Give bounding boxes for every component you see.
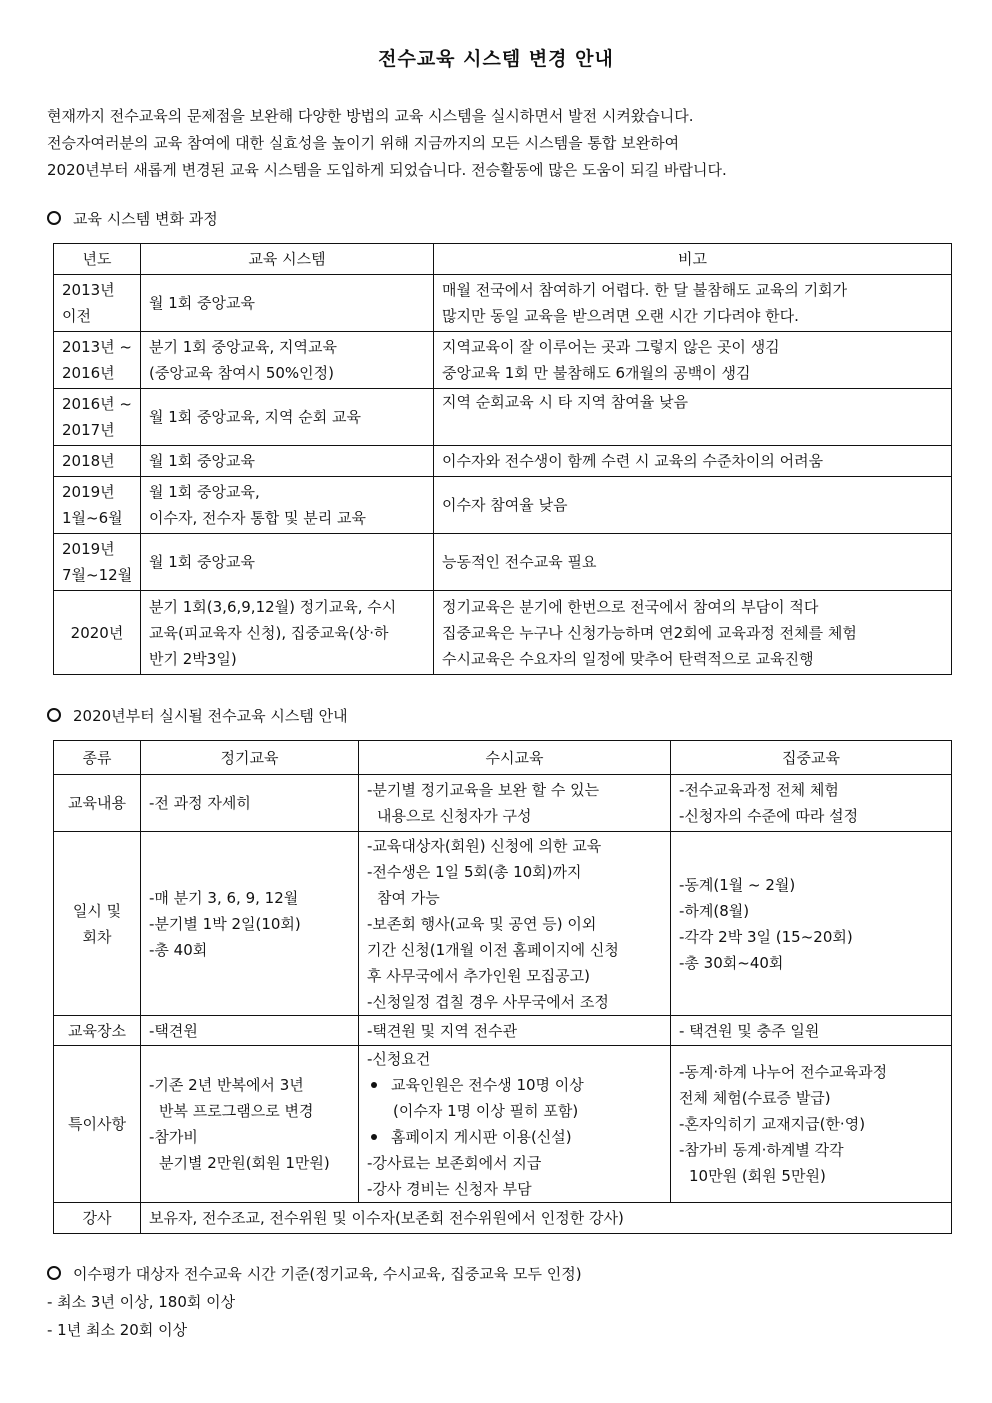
regular-cell: -분기별 1박 2일(10회) (149, 914, 301, 933)
year-cell: 2016년 ~ (62, 395, 133, 413)
regular-cell: 반복 프로그램으로 변경 (159, 1102, 314, 1120)
note-cell: 이수자와 전수생이 함께 수련 시 교육의 수준차이의 어려움 (442, 452, 824, 470)
year-cell: 2017년 (62, 421, 115, 439)
occasional-cell: -분기별 정기교육을 보완 할 수 있는 (367, 781, 600, 799)
note-cell: 수시교육은 수요자의 일정에 맞추어 탄력적으로 교육진행 (442, 649, 814, 668)
year-cell: 이전 (62, 307, 91, 325)
intro-line: 현재까지 전수교육의 문제점을 보완해 다양한 방법의 교육 시스템을 실시하면서 발전 시켜왔습니다. (47, 107, 694, 125)
intensive-cell: -총 30회~40회 (679, 953, 784, 972)
section-heading-evaluation: 이수평가 대상자 전수교육 시간 기준(정기교육, 수시교육, 집중교육 모두 인정) (47, 1260, 582, 1288)
table-row (54, 275, 952, 332)
note-cell: 능동적인 전수교육 필요 (442, 553, 597, 571)
header-cell: 정기교육 (141, 741, 359, 775)
table-row (54, 591, 952, 675)
table-header-row (54, 244, 952, 275)
occasional-cell: -보존회 행사(교육 및 공연 등) 이외 (367, 914, 597, 933)
intensive-cell: -동계(1월 ~ 2월) (679, 875, 796, 894)
page-title: 전수교육 시스템 변경 안내 (378, 48, 614, 70)
system-cell: 이수자, 전수자 통합 및 분리 교육 (149, 509, 366, 527)
system-cell: 월 1회 중앙교육, (149, 483, 260, 501)
system-cell: 월 1회 중앙교육 (149, 452, 256, 470)
row-label: 회차 (82, 927, 112, 946)
intro-line: 전승자여러분의 교육 참여에 대한 실효성을 높이기 위해 지금까지의 모든 시스템을 통합 보완하여 (47, 134, 680, 152)
year-cell: 2019년 (62, 540, 115, 558)
system-cell: (중앙교육 참여시 50%인정) (149, 364, 334, 382)
regular-cell: -매 분기 3, 6, 9, 12월 (149, 888, 299, 907)
regular-cell: -택견원 (141, 1016, 359, 1046)
row-label: 강사 (54, 1203, 141, 1234)
occasional-cell: 후 사무국에서 추가인원 모집공고) (367, 966, 591, 985)
table-row-content (54, 775, 952, 832)
bullet-icon (371, 1134, 377, 1140)
occasional-cell: -교육대상자(회원) 신청에 의한 교육 (367, 836, 602, 855)
intensive-cell: -전수교육과정 전체 체험 (679, 781, 839, 799)
regular-cell: -총 40회 (149, 940, 208, 959)
year-cell: 2018년 (62, 452, 115, 470)
system-cell: 월 1회 중앙교육 (149, 294, 256, 312)
note-cell: 정기교육은 분기에 한번으로 전국에서 참여의 부담이 적다 (442, 597, 819, 616)
criteria-item: - 최소 3년 이상, 180회 이상 (47, 1293, 236, 1311)
system-cell: 분기 1회(3,6,9,12월) 정기교육, 수시 (149, 597, 397, 616)
row-label: 특이사항 (54, 1046, 141, 1203)
table-row (54, 332, 952, 389)
year-cell: 2016년 (62, 364, 115, 382)
circle-bullet-icon (47, 708, 61, 722)
table-header-row (54, 741, 952, 775)
header-cell: 년도 (54, 244, 141, 275)
note-cell: 이수자 참여율 낮음 (442, 496, 568, 514)
intensive-cell: 전체 체험(수료증 발급) (679, 1089, 831, 1107)
row-label: 일시 및 (72, 901, 122, 920)
occasional-cell: -전수생은 1일 5회(총 10회)까지 (367, 862, 582, 881)
header-cell: 수시교육 (359, 741, 671, 775)
occasional-cell: -신청요건 (367, 1050, 431, 1068)
table-row-schedule (54, 832, 952, 1016)
header-cell: 비고 (434, 244, 952, 275)
intro-paragraph (47, 103, 947, 184)
list-item: 홈페이지 게시판 이용(신설) (367, 1124, 662, 1150)
circle-bullet-icon (47, 211, 61, 225)
intensive-cell: -각각 2박 3일 (15~20회) (679, 927, 853, 946)
intensive-cell: -신청자의 수준에 따라 설정 (679, 807, 859, 825)
list-item: (이수자 1명 이상 필히 포함) (393, 1102, 579, 1120)
row-label: 교육장소 (54, 1016, 141, 1046)
system-cell: 분기 1회 중앙교육, 지역교육 (149, 338, 338, 356)
system-table (53, 740, 952, 1234)
bullet-icon (371, 1082, 377, 1088)
instructor-cell: 보유자, 전수조교, 전수위원 및 이수자(보존회 전수위원에서 인정한 강사) (141, 1203, 952, 1234)
regular-cell: -기존 2년 반복에서 3년 (149, 1076, 304, 1094)
intensive-cell: -혼자익히기 교재지급(한·영) (679, 1115, 866, 1133)
note-cell: 중앙교육 1회 만 불참해도 6개월의 공백이 생김 (442, 364, 751, 382)
intensive-cell: -참가비 동계·하계별 각각 (679, 1141, 844, 1159)
year-cell: 2013년 (62, 281, 115, 299)
system-cell: 교육(피교육자 신청), 집중교육(상·하 (149, 623, 389, 642)
year-cell: 2020년 (70, 623, 124, 642)
intro-line: 2020년부터 새롭게 변경된 교육 시스템을 도입하게 되었습니다. 전승활동에 많은 도움이 되길 바랍니다. (47, 161, 727, 179)
intensive-cell: -동계·하계 나누어 전수교육과정 (679, 1063, 888, 1081)
intensive-cell: - 택견원 및 충주 일원 (671, 1016, 952, 1046)
header-cell: 종류 (54, 741, 141, 775)
table-row-instructor (54, 1203, 952, 1234)
occasional-cell: 기간 신청(1개월 이전 홈페이지에 신청 (367, 940, 619, 959)
note-cell: 매월 전국에서 참여하기 어렵다. 한 달 불참해도 교육의 기회가 (442, 281, 848, 299)
table-row (54, 477, 952, 534)
occasional-cell: 내용으로 신청자가 구성 (377, 807, 532, 825)
intensive-cell: -하계(8월) (679, 901, 750, 920)
header-cell: 집중교육 (671, 741, 952, 775)
regular-cell: 분기별 2만원(회원 1만원) (159, 1154, 330, 1172)
header-cell: 교육 시스템 (141, 244, 434, 275)
occasional-cell: -강사료는 보존회에서 지급 (367, 1154, 542, 1172)
year-cell: 7월~12월 (62, 566, 133, 584)
note-cell: 집중교육은 누구나 신청가능하며 연2회에 교육과정 전체를 체험 (442, 623, 857, 642)
system-cell: 반기 2박3일) (149, 649, 237, 668)
section-heading-2020-system: 2020년부터 실시될 전수교육 시스템 안내 (47, 705, 348, 726)
table-row (54, 389, 952, 446)
table-row (54, 534, 952, 591)
occasional-cell: -신청일정 겹칠 경우 사무국에서 조정 (367, 992, 609, 1011)
note-cell: 지역 순회교육 시 타 지역 참여율 낮음 (442, 393, 688, 411)
regular-cell: -전 과정 자세히 (149, 794, 251, 812)
occasional-cell: -강사 경비는 신청자 부담 (367, 1180, 532, 1198)
table-row-place (54, 1016, 952, 1046)
occasional-cell: -택견원 및 지역 전수관 (359, 1016, 671, 1046)
section-heading-history: 교육 시스템 변화 과정 (47, 208, 218, 229)
note-cell: 많지만 동일 교육을 받으려면 오랜 시간 기다려야 한다. (442, 307, 799, 325)
system-cell: 월 1회 중앙교육 (149, 553, 256, 571)
evaluation-criteria (47, 1260, 582, 1344)
history-table (53, 243, 952, 675)
year-cell: 2013년 ~ (62, 338, 133, 356)
occasional-cell: 참여 가능 (377, 888, 440, 907)
regular-cell: -참가비 (149, 1128, 198, 1146)
row-label: 교육내용 (54, 775, 141, 832)
year-cell: 1월~6월 (62, 509, 123, 527)
note-cell: 지역교육이 잘 이루어는 곳과 그렇지 않은 곳이 생김 (442, 338, 780, 356)
year-cell: 2019년 (62, 483, 115, 501)
requirement-list (367, 1072, 662, 1150)
criteria-item: - 1년 최소 20회 이상 (47, 1321, 188, 1339)
list-item: 교육인원은 전수생 10명 이상 (367, 1072, 662, 1098)
circle-bullet-icon (47, 1266, 61, 1280)
table-row (54, 446, 952, 477)
table-row-special (54, 1046, 952, 1203)
intensive-cell: 10만원 (회원 5만원) (689, 1167, 826, 1185)
system-cell: 월 1회 중앙교육, 지역 순회 교육 (149, 408, 362, 426)
